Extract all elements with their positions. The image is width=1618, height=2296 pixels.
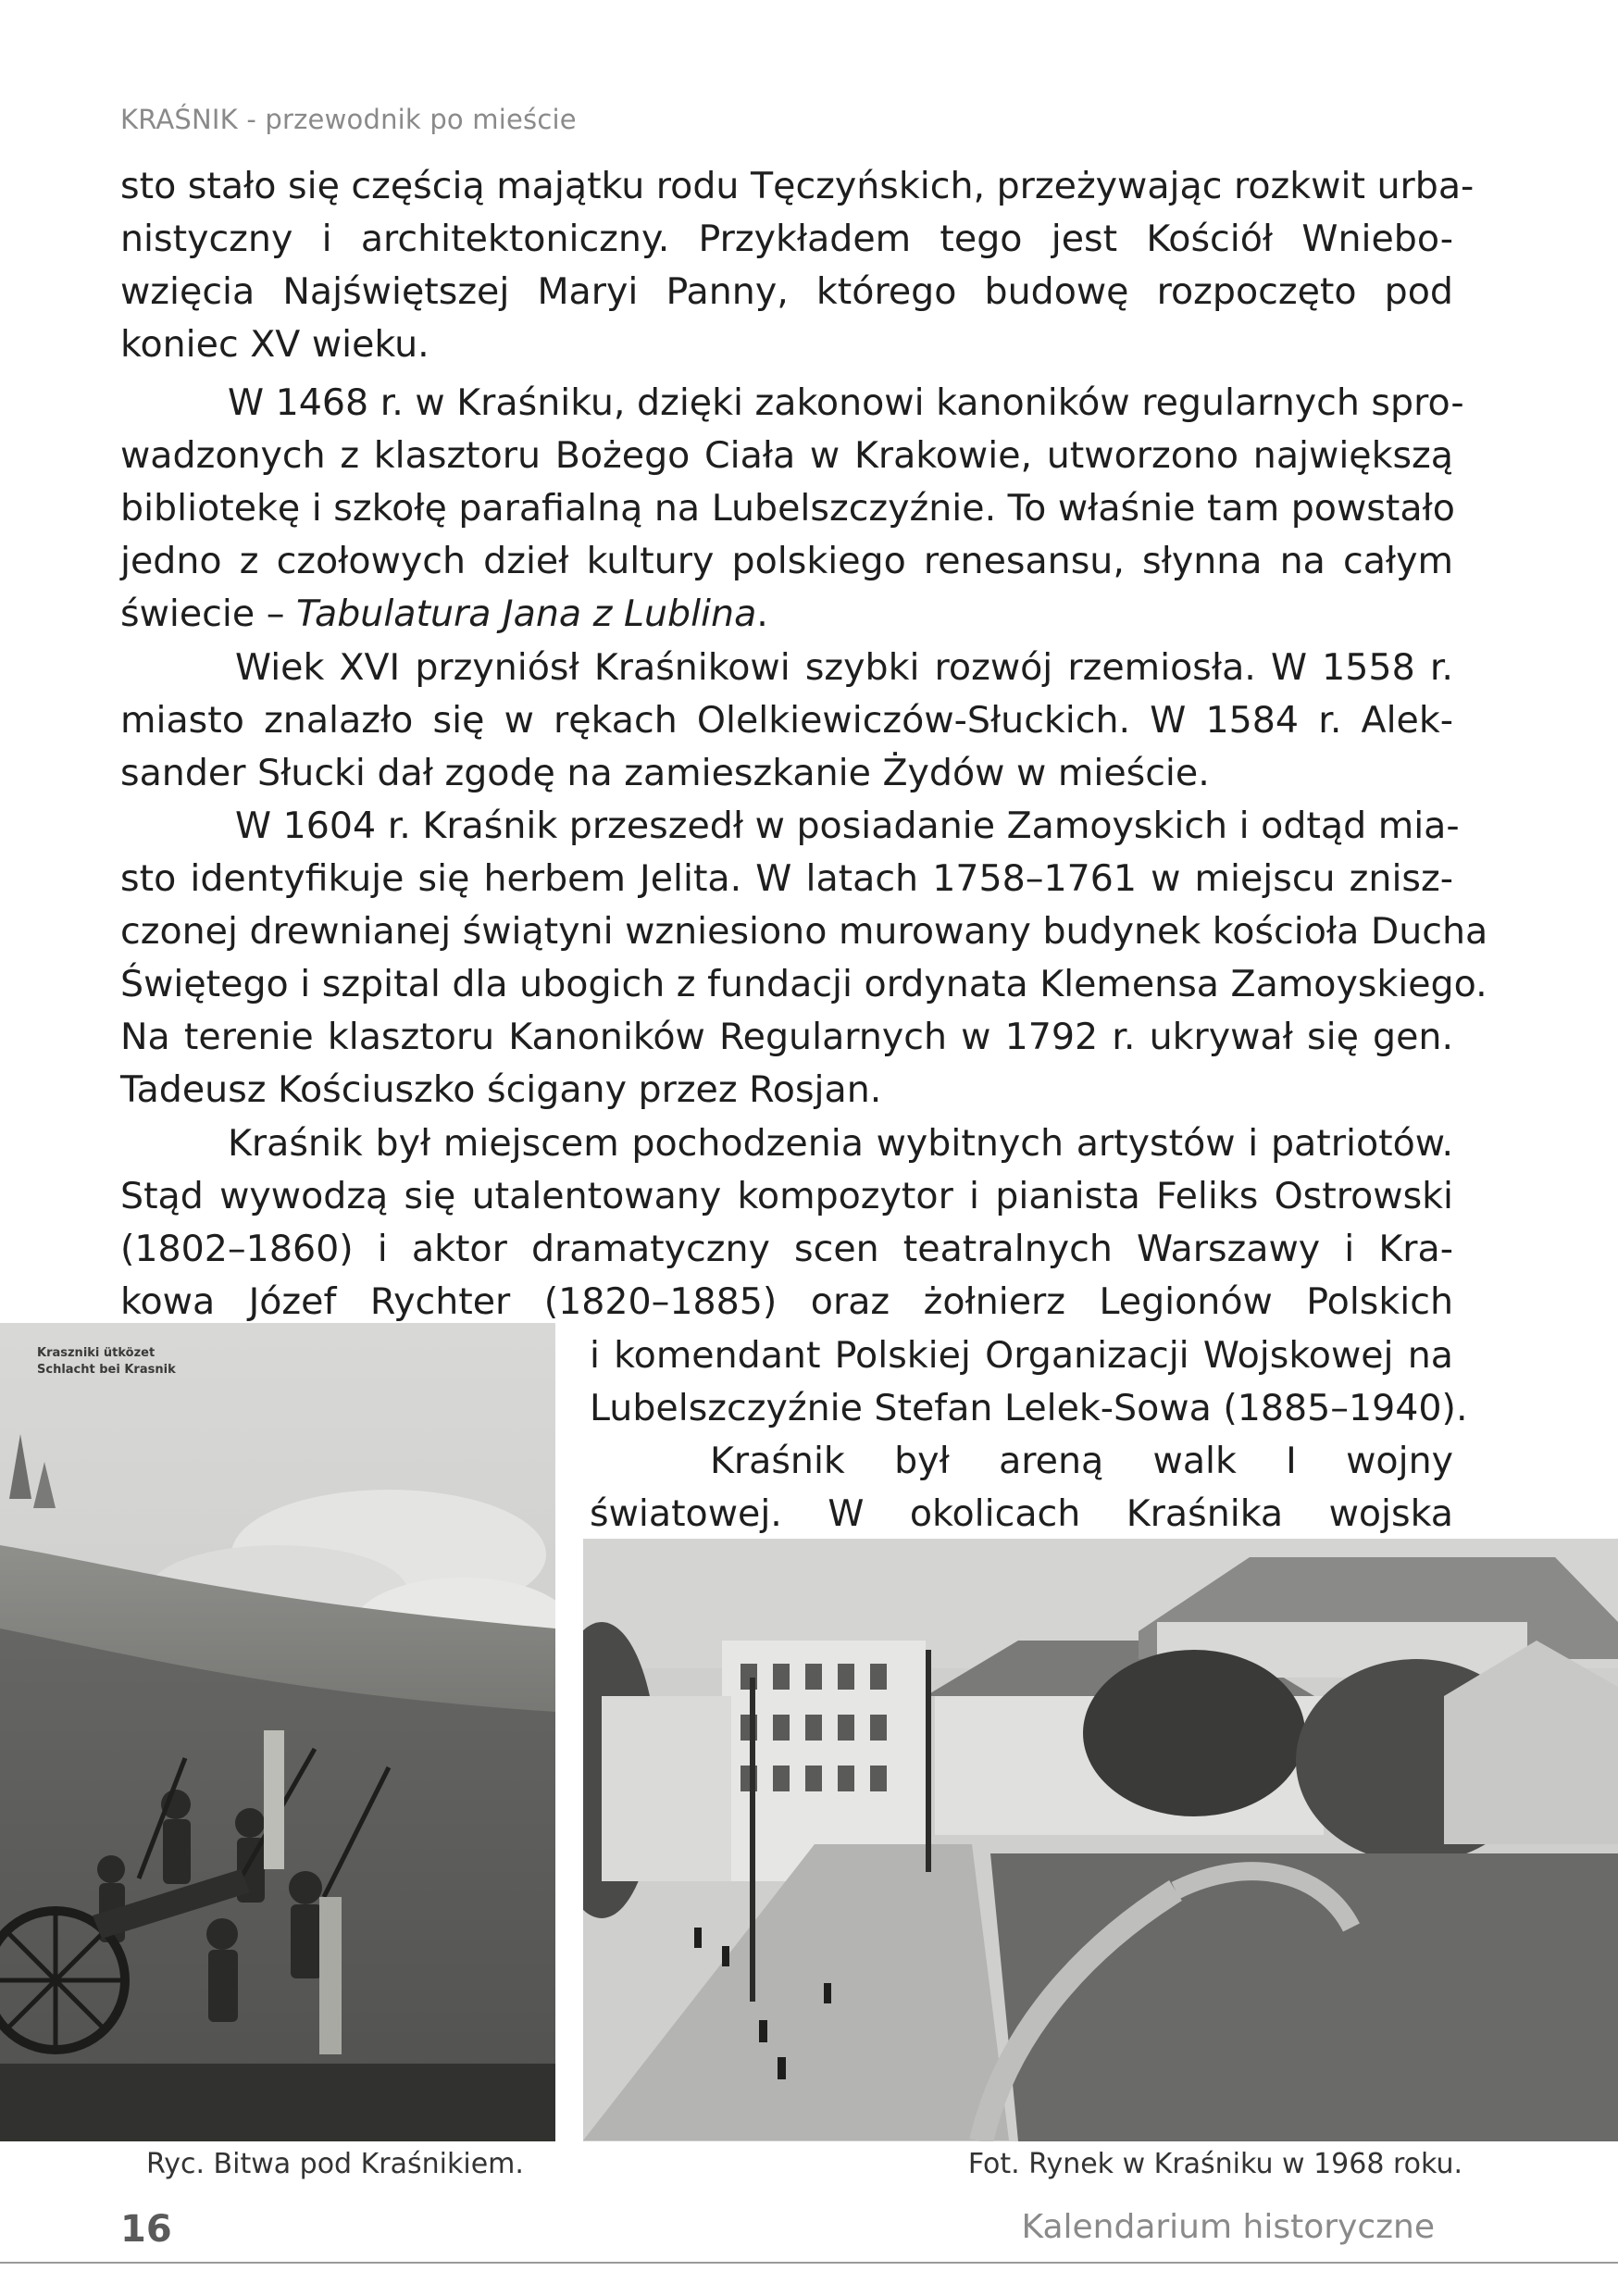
page-number: 16 (120, 2208, 172, 2251)
text-line (120, 588, 1453, 641)
text-line: nistyczny i architektoniczny. Przykładem tego jest Kościół Wniebo- (120, 218, 1453, 260)
text-span: świecie – (120, 593, 297, 635)
text-line: (1802–1860) i aktor dramatyczny scen teatralnych Warszawy i Kra- (120, 1228, 1453, 1270)
paragraph-xvi (120, 642, 1453, 800)
text-line: światowej. W okolicach Kraśnika wojska (590, 1492, 1453, 1535)
inscription-de: Schlacht bei Krasnik (37, 1363, 176, 1377)
text-line: Na terenie klasztoru Kanoników Regularnych w 1792 r. ukrywał się gen. (120, 1016, 1453, 1058)
text-line: czonej drewnianej świątyni wzniesiono murowany budynek kościoła Ducha (120, 910, 1488, 953)
caption-market-square: Fot. Rynek w Kraśniku w 1968 roku. (967, 2148, 1462, 2180)
main-text (120, 160, 1475, 371)
text-line: Świętego i szpital dla ubogich z fundacji ordynata Klemensa Zamoyskiego. (120, 963, 1487, 1005)
text-line: i komendant Polskiej Organizacji Wojskowej na (590, 1334, 1453, 1377)
text-line: sto identyfikuje się herbem Jelita. W latach 1758–1761 w miejscu znisz- (120, 857, 1453, 900)
running-header: KRAŚNIK - przewodnik po mieście (120, 104, 577, 135)
text-line: Tadeusz Kościuszko ścigany przez Rosjan. (120, 1068, 882, 1111)
text-line: Kraśnik był miejscem pochodzenia wybitnych artystów i patriotów. (228, 1122, 1453, 1165)
battle-illustration (0, 1323, 555, 2141)
footer-title: Kalendarium historyczne (1021, 2208, 1435, 2246)
text-line: wadzonych z klasztoru Bożego Ciała w Krakowie, utworzono największą (120, 434, 1453, 477)
text-line: kowa Józef Rychter (1820–1885) oraz żołnierz Legionów Polskich (120, 1280, 1453, 1323)
text-line: jedno z czołowych dzieł kultury polskiego renesansu, słynna na całym (120, 540, 1453, 582)
paragraph-1468 (120, 377, 1464, 641)
market-square-scene (583, 1539, 1618, 2141)
text-line: Lubelszczyźnie Stefan Lelek-Sowa (1885–1940). (590, 1387, 1468, 1429)
text-line: W 1604 r. Kraśnik przeszedł w posiadanie Zamoyskich i odtąd mia- (235, 805, 1460, 847)
inscription-hu: Kraszniki ütközet (37, 1346, 156, 1360)
work-title: Tabulatura Jana z Lublina (296, 593, 757, 635)
text-line: koniec XV wieku. (120, 323, 429, 366)
narrow-text (590, 1329, 1468, 1541)
text-line: sander Słucki dał zgodę na zamieszkanie Żydów w mieście. (120, 752, 1210, 794)
text-line: Kraśnik był areną walk I wojny (710, 1440, 1453, 1482)
paragraph-1604 (120, 800, 1488, 1117)
text-line: W 1468 r. w Kraśniku, dzięki zakonowi kanoników regularnych spro- (228, 381, 1464, 424)
text-line: wzięcia Najświętszej Maryi Panny, którego budowę rozpoczęto pod (120, 270, 1453, 313)
text-line: Stąd wywodzą się utalentowany kompozytor i pianista Feliks Ostrowski (120, 1175, 1453, 1217)
footer-divider (0, 2262, 1618, 2264)
text-line: Wiek XVI przyniósł Kraśnikowi szybki rozwój rzemiosła. W 1558 r. (235, 646, 1453, 689)
market-square-photo (583, 1539, 1618, 2141)
text-line: bibliotekę i szkołę parafialną na Lubelszczyźnie. To właśnie tam powstało (120, 487, 1455, 530)
paragraph-artists (120, 1117, 1453, 1329)
text-line: miasto znalazło się w rękach Olelkiewiczów-Słuckich. W 1584 r. Alek- (120, 699, 1453, 742)
text-span: . (756, 593, 768, 635)
text-line: sto stało się częścią majątku rodu Tęczyńskich, przeżywając rozkwit urba- (120, 165, 1475, 207)
battle-engraving (0, 1323, 555, 2141)
caption-battle: Ryc. Bitwa pod Kraśnikiem. (146, 2148, 524, 2180)
